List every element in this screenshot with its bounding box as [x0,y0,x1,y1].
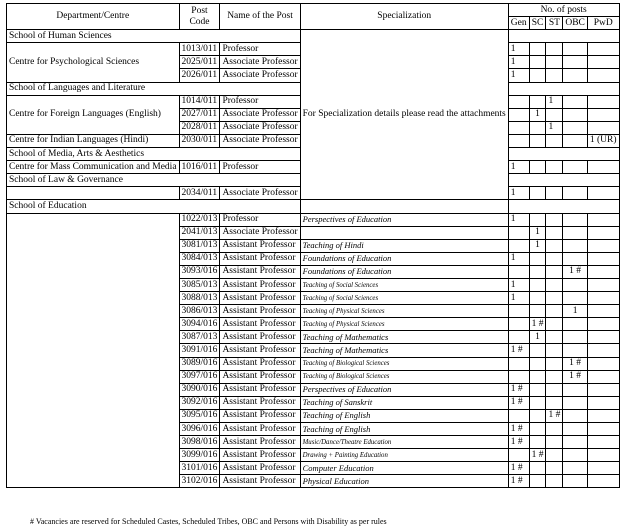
posts-obc [563,108,588,121]
posts-st [546,108,563,121]
post-code: 3089/016 [179,357,220,370]
posts-gen: 1 # [508,344,529,357]
posts-st [546,383,563,396]
posts-obc [563,121,588,134]
posts-sc [529,409,546,422]
posts-st: 1 [546,95,563,108]
posts-gen: 1 [508,161,529,174]
post-name: Associate Professor [220,134,300,147]
table-row [7,30,620,43]
posts-obc [563,213,588,226]
posts-gen [508,239,529,252]
posts-obc [563,134,588,147]
header-pwd: PwD [587,17,619,30]
posts-gen [508,226,529,239]
post-name: Assistant Professor [220,305,300,318]
posts-pwd [587,226,619,239]
header-obc: OBC [563,17,588,30]
department-name: Centre for Foreign Languages (English) [7,95,180,134]
posts-obc [563,43,588,56]
header-st: ST [546,17,563,30]
post-name: Assistant Professor [220,462,300,475]
post-code: 3084/013 [179,252,220,265]
post-name: Assistant Professor [220,292,300,305]
post-name: Assistant Professor [220,331,300,344]
posts-st [546,43,563,56]
posts-sc [529,265,546,278]
posts-st [546,69,563,82]
post-name: Assistant Professor [220,318,300,331]
header-department: Department/Centre [7,4,180,30]
posts-blank [508,174,619,187]
posts-gen [508,318,529,331]
post-code: 3081/013 [179,239,220,252]
table-row [7,213,620,226]
posts-sc [529,43,546,56]
posts-pwd [587,108,619,121]
post-code: 2025/011 [179,56,220,69]
posts-pwd [587,278,619,291]
posts-sc [529,357,546,370]
specialization: Foundations of Education [300,265,508,278]
posts-obc: 1 # [563,265,588,278]
posts-pwd [587,69,619,82]
post-name: Assistant Professor [220,449,300,462]
posts-obc [563,292,588,305]
school-heading: School of Languages and Literature [7,82,301,95]
post-code: 2027/011 [179,108,220,121]
posts-gen: 1 # [508,396,529,409]
posts-st [546,239,563,252]
posts-sc [529,423,546,436]
posts-pwd [587,462,619,475]
posts-gen [508,357,529,370]
posts-st [546,161,563,174]
post-code: 3092/016 [179,396,220,409]
post-code: 2034/011 [179,187,220,200]
posts-gen: 1 # [508,462,529,475]
posts-st [546,475,563,488]
posts-obc [563,344,588,357]
department-name: Centre for Mass Communication and Media [7,161,180,174]
school-heading: School of Law & Governance [7,174,301,187]
posts-pwd [587,252,619,265]
posts-gen [508,409,529,422]
posts-gen [508,121,529,134]
post-name: Assistant Professor [220,357,300,370]
post-name: Assistant Professor [220,278,300,291]
posts-sc [529,370,546,383]
specialization: Teaching of Hindi [300,239,508,252]
posts-sc [529,436,546,449]
posts-sc [529,278,546,291]
post-name: Associate Professor [220,56,300,69]
posts-obc [563,436,588,449]
posts-pwd [587,449,619,462]
post-code: 2041/013 [179,226,220,239]
posts-gen: 1 [508,43,529,56]
posts-st [546,305,563,318]
specialization: Teaching of Sanskrit [300,396,508,409]
posts-st [546,357,563,370]
specialization-note: For Specialization details please read the attachments [300,30,508,200]
posts-obc [563,239,588,252]
posts-gen: 1 [508,213,529,226]
posts-gen: 1 [508,252,529,265]
posts-obc [563,409,588,422]
specialization: Perspectives of Education [300,213,508,226]
school-heading: School of Human Sciences [7,30,301,43]
posts-gen: 1 [508,69,529,82]
posts-st [546,331,563,344]
posts-sc [529,95,546,108]
posts-obc [563,226,588,239]
posts-sc: 1 # [529,318,546,331]
posts-st [546,213,563,226]
posts-obc [563,252,588,265]
posts-sc [529,161,546,174]
posts-pwd [587,95,619,108]
posts-obc [563,475,588,488]
specialization: Physical Education [300,475,508,488]
post-code: 3096/016 [179,423,220,436]
posts-obc [563,423,588,436]
header-gen: Gen [508,17,529,30]
header-post-code: Post Code [179,4,220,30]
specialization: Teaching of English [300,423,508,436]
footnote: # Vacancies are reserved for Scheduled Castes, Scheduled Tribes, OBC and Persons with Disability as per rules [30,517,387,526]
specialization [300,200,508,213]
specialization: Teaching of English [300,409,508,422]
post-name: Assistant Professor [220,383,300,396]
posts-st [546,462,563,475]
posts-gen [508,134,529,147]
posts-pwd [587,357,619,370]
posts-gen: 1 [508,56,529,69]
posts-st [546,292,563,305]
post-code: 1013/011 [179,43,220,56]
posts-gen [508,449,529,462]
posts-pwd: 1 (UR) [587,134,619,147]
post-name: Assistant Professor [220,396,300,409]
posts-sc [529,69,546,82]
school-heading: School of Education [7,200,301,213]
posts-obc [563,383,588,396]
posts-st [546,449,563,462]
posts-sc [529,213,546,226]
department-name: Centre for Indian Languages (Hindi) [7,134,180,147]
posts-gen: 1 [508,292,529,305]
posts-sc [529,475,546,488]
posts-sc [529,462,546,475]
posts-gen: 1 # [508,423,529,436]
post-name: Professor [220,213,300,226]
posts-st: 1 # [546,409,563,422]
posts-st [546,56,563,69]
posts-sc [529,305,546,318]
header-specialization: Specialization [300,4,508,30]
posts-sc [529,344,546,357]
posts-st [546,423,563,436]
header-sc: SC [529,17,546,30]
posts-pwd [587,344,619,357]
posts-st [546,344,563,357]
posts-st [546,370,563,383]
posts-st [546,318,563,331]
posts-obc [563,278,588,291]
posts-pwd [587,292,619,305]
specialization: Teaching of Physical Sciences [300,305,508,318]
post-name: Associate Professor [220,108,300,121]
header-post-name: Name of the Post [220,4,300,30]
table-body [7,30,620,488]
specialization: Teaching of Mathematics [300,331,508,344]
post-code: 3098/016 [179,436,220,449]
post-code: 3093/016 [179,265,220,278]
posts-blank [508,148,619,161]
posts-sc: 1 [529,108,546,121]
post-name: Professor [220,95,300,108]
posts-pwd [587,265,619,278]
post-name: Associate Professor [220,69,300,82]
posts-st [546,134,563,147]
posts-sc: 1 [529,331,546,344]
posts-obc [563,449,588,462]
posts-blank [508,82,619,95]
posts-gen [508,108,529,121]
posts-sc: 1 [529,226,546,239]
post-name: Associate Professor [220,187,300,200]
post-code: 3086/013 [179,305,220,318]
posts-sc [529,292,546,305]
post-name: Assistant Professor [220,239,300,252]
post-code: 3097/016 [179,370,220,383]
posts-st [546,252,563,265]
post-code: 2030/011 [179,134,220,147]
post-name: Professor [220,43,300,56]
post-code: 3095/016 [179,409,220,422]
specialization: Teaching of Physical Sciences [300,318,508,331]
posts-obc: 1 [563,305,588,318]
posts-pwd [587,370,619,383]
posts-gen: 1 # [508,475,529,488]
post-code: 3099/016 [179,449,220,462]
posts-pwd [587,213,619,226]
posts-sc [529,383,546,396]
posts-pwd [587,121,619,134]
specialization: Teaching of Social Sciences [300,278,508,291]
posts-st [546,396,563,409]
posts-pwd [587,409,619,422]
posts-pwd [587,331,619,344]
posts-pwd [587,436,619,449]
posts-obc [563,187,588,200]
posts-gen [508,265,529,278]
posts-obc [563,161,588,174]
post-code: 3088/013 [179,292,220,305]
post-code: 3090/016 [179,383,220,396]
specialization: Computer Education [300,462,508,475]
department-name: Centre for Psychological Sciences [7,43,180,82]
posts-obc [563,396,588,409]
posts-pwd [587,161,619,174]
posts-gen: 1 # [508,436,529,449]
posts-obc [563,56,588,69]
posts-gen [508,331,529,344]
posts-blank [508,200,619,213]
posts-pwd [587,43,619,56]
posts-obc [563,331,588,344]
posts-gen [508,95,529,108]
post-code: 3091/016 [179,344,220,357]
posts-sc [529,121,546,134]
posts-pwd [587,305,619,318]
post-name: Assistant Professor [220,370,300,383]
posts-pwd [587,383,619,396]
post-code: 1014/011 [179,95,220,108]
post-code: 2026/011 [179,69,220,82]
post-name: Associate Professor [220,226,300,239]
post-code: 3085/013 [179,278,220,291]
posts-pwd [587,423,619,436]
post-code: 1022/013 [179,213,220,226]
posts-st [546,436,563,449]
posts-sc [529,56,546,69]
post-code: 3087/013 [179,331,220,344]
posts-st [546,187,563,200]
posts-obc [563,318,588,331]
specialization [300,226,508,239]
table-row [7,200,620,213]
posts-gen: 1 [508,278,529,291]
posts-sc [529,187,546,200]
school-heading: School of Media, Arts & Aesthetics [7,148,301,161]
department-name [7,187,180,200]
post-code: 3094/016 [179,318,220,331]
posts-obc [563,95,588,108]
posts-st [546,226,563,239]
specialization: Teaching of Mathematics [300,344,508,357]
specialization: Teaching of Biological Sciences [300,357,508,370]
posts-blank [508,30,619,43]
specialization: Drawing + Painting Education [300,449,508,462]
header-no-of-posts: No. of posts [508,4,619,17]
specialization: Perspectives of Education [300,383,508,396]
posts-pwd [587,56,619,69]
posts-gen [508,370,529,383]
vacancy-table [6,3,620,488]
post-code: 2028/011 [179,121,220,134]
posts-pwd [587,318,619,331]
posts-gen: 1 [508,187,529,200]
posts-st [546,265,563,278]
post-name: Associate Professor [220,121,300,134]
posts-pwd [587,239,619,252]
post-name: Professor [220,161,300,174]
posts-pwd [587,187,619,200]
posts-obc: 1 # [563,357,588,370]
posts-sc [529,396,546,409]
post-name: Assistant Professor [220,265,300,278]
posts-obc [563,462,588,475]
post-name: Assistant Professor [220,409,300,422]
specialization: Teaching of Social Sciences [300,292,508,305]
posts-sc: 1 # [529,449,546,462]
posts-pwd [587,475,619,488]
post-code: 1016/011 [179,161,220,174]
posts-sc: 1 [529,239,546,252]
post-name: Assistant Professor [220,423,300,436]
post-name: Assistant Professor [220,436,300,449]
posts-st: 1 [546,121,563,134]
posts-sc [529,252,546,265]
specialization: Music/Dance/Theatre Education [300,436,508,449]
posts-obc [563,69,588,82]
posts-st [546,278,563,291]
specialization: Foundations of Education [300,252,508,265]
department-name [7,213,180,488]
post-name: Assistant Professor [220,475,300,488]
posts-obc: 1 # [563,370,588,383]
post-code: 3101/016 [179,462,220,475]
posts-pwd [587,396,619,409]
post-name: Assistant Professor [220,252,300,265]
post-name: Assistant Professor [220,344,300,357]
specialization: Teaching of Biological Sciences [300,370,508,383]
posts-sc [529,134,546,147]
posts-gen: 1 # [508,383,529,396]
posts-gen [508,305,529,318]
post-code: 3102/016 [179,475,220,488]
